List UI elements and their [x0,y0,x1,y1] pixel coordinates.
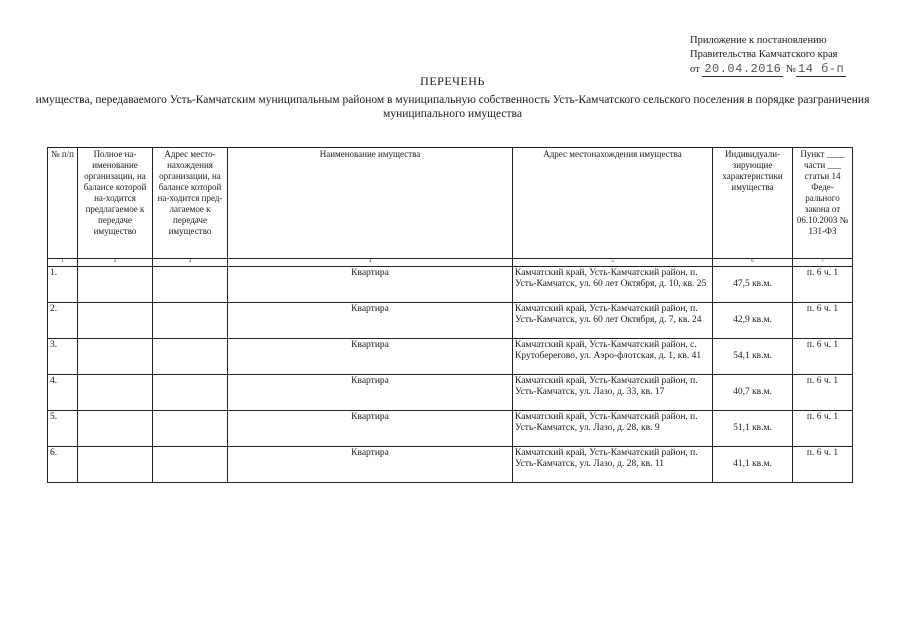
header-cell-org-address: Адрес место-нахождения организации, на балансе которой на-ходится пред-лагаемое к передаче имущество [153,148,228,259]
column-number: 5 [513,259,713,267]
row-name: Квартира [228,339,513,375]
header-cell-num: № п/п [48,148,78,259]
row-number: 4. [48,375,78,411]
row-area: 42,9 кв.м. [713,303,793,339]
header-cell-characteristics: Индивидуали-зирующие характеристики имущества [713,148,793,259]
header-row [48,148,853,259]
row-name: Квартира [228,375,513,411]
row-address: Камчатский край, Усть-Камчатский район, п. Усть-Камчатск, ул. 60 лет Октября, д. 7, кв. 24 [513,303,713,339]
row-law-point: п. 6 ч. 1 [793,303,853,339]
table-row [48,267,853,303]
row-org-address [153,375,228,411]
row-law-point: п. 6 ч. 1 [793,375,853,411]
row-org-address [153,339,228,375]
row-org [78,339,153,375]
column-number: 7 [793,259,853,267]
appendix-line-2: Правительства Камчатского края [690,49,838,60]
row-org-address [153,303,228,339]
row-area: 51,1 кв.м. [713,411,793,447]
table-row [48,375,853,411]
table-row [48,339,853,375]
appendix-number: 14 б-п [798,62,845,76]
header-cell-name: Наименование имущества [228,148,513,259]
row-number: 3. [48,339,78,375]
row-law-point: п. 6 ч. 1 [793,267,853,303]
column-number: 3 [153,259,228,267]
property-table [47,147,853,483]
row-org [78,375,153,411]
row-org-address [153,267,228,303]
document-title: ПЕРЕЧЕНЬ [420,74,485,88]
column-number: 1 [48,259,78,267]
column-number: 2 [78,259,153,267]
table-row [48,411,853,447]
column-number: 6 [713,259,793,267]
row-address: Камчатский край, Усть-Камчатский район, п. Усть-Камчатск, ул. Лазо, д. 33, кв. 17 [513,375,713,411]
appendix-line-1: Приложение к постановлению [690,35,827,46]
row-org [78,447,153,483]
row-address: Камчатский край, Усть-Камчатский район, п. Усть-Камчатск, ул. 60 лет Октября, д. 10, кв. 25 [513,267,713,303]
header-cell-address: Адрес местонахождения имущества [513,148,713,259]
row-name: Квартира [228,267,513,303]
row-name: Квартира [228,447,513,483]
column-number-row [48,259,853,267]
row-area: 47,5 кв.м. [713,267,793,303]
row-area: 40,7 кв.м. [713,375,793,411]
header-cell-law-point: Пункт ____ части ___ статьи 14 Феде-рального закона от 06.10.2003 № 131-ФЗ [793,148,853,259]
document-subtitle: имущества, передаваемого Усть-Камчатским муниципальным районом в муниципальную собственность Усть-Камчатского сельского поселения в порядке разграничения муниципального имущества [35,94,870,120]
appendix-prefix: от [690,64,700,75]
appendix-block [690,34,846,77]
row-law-point: п. 6 ч. 1 [793,411,853,447]
row-name: Квартира [228,303,513,339]
row-org-address [153,411,228,447]
row-number: 2. [48,303,78,339]
row-org [78,267,153,303]
row-law-point: п. 6 ч. 1 [793,447,853,483]
row-name: Квартира [228,411,513,447]
table-row [48,447,853,483]
row-number: 1. [48,267,78,303]
appendix-date: 20.04.2016 [704,62,782,76]
row-org [78,411,153,447]
column-number: 4 [228,259,513,267]
row-area: 41,1 кв.м. [713,447,793,483]
row-org [78,303,153,339]
row-address: Камчатский край, Усть-Камчатский район, с. Крутоберегово, ул. Аэро-флотская, д. 1, кв. 41 [513,339,713,375]
appendix-number-prefix: № [785,64,796,75]
row-area: 54,1 кв.м. [713,339,793,375]
row-address: Камчатский край, Усть-Камчатский район, п. Усть-Камчатск, ул. Лазо, д. 28, кв. 11 [513,447,713,483]
row-law-point: п. 6 ч. 1 [793,339,853,375]
table-row [48,303,853,339]
row-number: 6. [48,447,78,483]
row-number: 5. [48,411,78,447]
row-org-address [153,447,228,483]
row-address: Камчатский край, Усть-Камчатский район, п. Усть-Камчатск, ул. Лазо, д. 28, кв. 9 [513,411,713,447]
header-cell-org: Полное на-именование организации, на балансе которой на-ходится предлагаемое к передаче имущество [78,148,153,259]
